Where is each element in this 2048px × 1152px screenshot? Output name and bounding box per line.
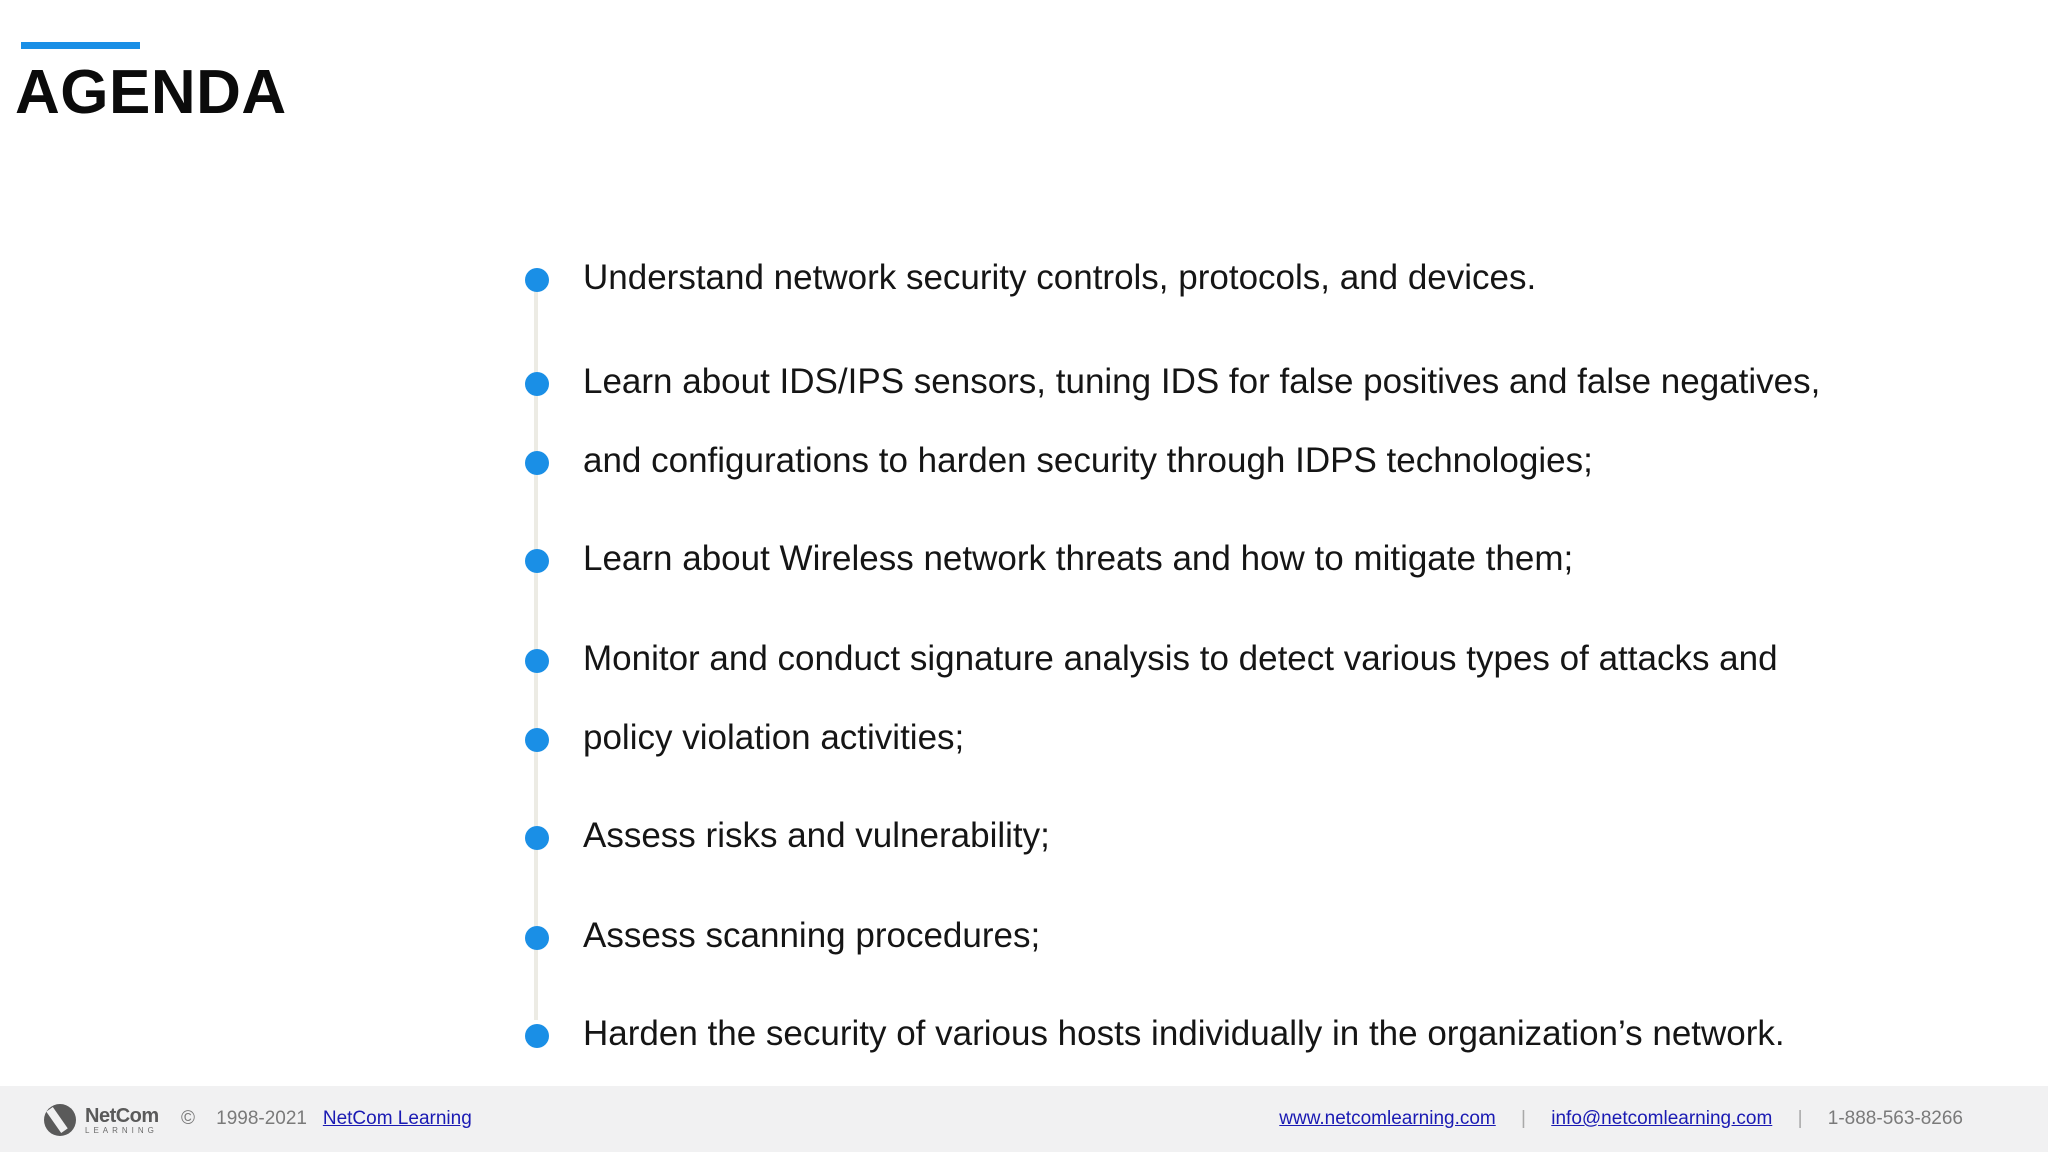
netcom-logo (44, 1102, 159, 1138)
logo-name: NetCom (85, 1104, 159, 1127)
agenda-item (510, 354, 1870, 414)
contact-info (1279, 1106, 1963, 1132)
agenda-item (510, 710, 1870, 770)
agenda-item (510, 908, 1870, 968)
logo-subtitle: LEARNING (85, 1125, 158, 1135)
agenda-item (510, 1006, 1870, 1066)
bullet-icon (525, 649, 549, 673)
separator: | (1797, 1108, 1803, 1129)
agenda-item-text: and configurations to harden security through IDPS technologies; (583, 441, 1593, 480)
bullet-icon (525, 926, 549, 950)
agenda-item (510, 433, 1870, 493)
agenda-item-text: Assess scanning procedures; (583, 916, 1041, 955)
company-link[interactable]: NetCom Learning (322, 1108, 472, 1129)
agenda-item (510, 631, 1870, 691)
copyright (181, 1106, 472, 1132)
bullet-icon (525, 549, 549, 573)
bullet-icon (525, 451, 549, 475)
agenda-item-text: policy violation activities; (583, 718, 965, 757)
bullet-icon (525, 372, 549, 396)
copyright-years: 1998-2021 (216, 1108, 307, 1129)
agenda-item-text: Assess risks and vulnerability; (583, 816, 1050, 855)
website-link[interactable]: www.netcomlearning.com (1279, 1108, 1496, 1129)
agenda-item-text: Monitor and conduct signature analysis to detect various types of attacks and (583, 639, 1778, 678)
footer (0, 1086, 2048, 1152)
netcom-logo-icon (44, 1104, 76, 1136)
email-link[interactable]: info@netcomlearning.com (1551, 1108, 1773, 1129)
page-title: AGENDA (15, 58, 287, 127)
agenda-item-text: Harden the security of various hosts individually in the organization’s network. (583, 1014, 1785, 1053)
bullet-icon (525, 1024, 549, 1048)
title-accent-bar (21, 42, 140, 49)
agenda-item-text: Learn about Wireless network threats and how to mitigate them; (583, 539, 1574, 578)
bullet-icon (525, 826, 549, 850)
agenda-item (510, 250, 1870, 310)
agenda-item-text: Understand network security controls, protocols, and devices. (583, 258, 1537, 297)
separator: | (1521, 1108, 1526, 1129)
agenda-item-text: Learn about IDS/IPS sensors, tuning IDS for false positives and false negatives, (583, 362, 1821, 401)
copyright-icon: © (181, 1108, 195, 1129)
agenda-list (510, 250, 1870, 1070)
bullet-icon (525, 268, 549, 292)
bullet-icon (525, 728, 549, 752)
phone-number: 1-888-563-8266 (1827, 1108, 1963, 1129)
agenda-item (510, 808, 1870, 868)
agenda-item (510, 531, 1870, 591)
